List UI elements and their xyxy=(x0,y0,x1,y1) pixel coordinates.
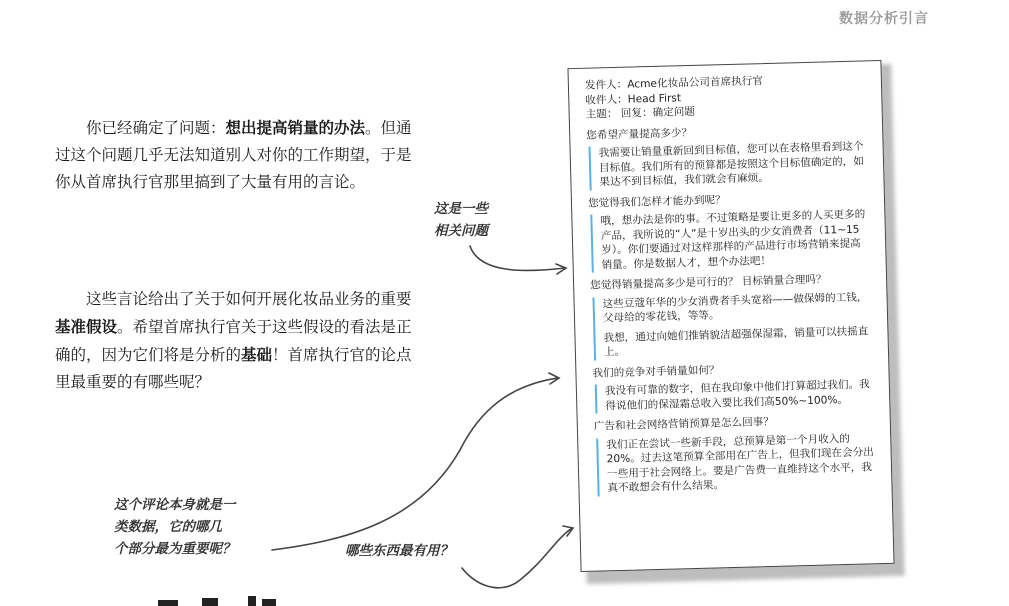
arrow-comment-is-data xyxy=(272,378,558,550)
ceo-memo xyxy=(567,60,894,572)
arrow-what-is-useful xyxy=(462,528,572,588)
intro-paragraph-2: 这些言论给出了关于如何开展化妆品业务的重要基准假设。希望首席执行官关于这些假设的看法是正确的，因为它们将是分析的基础！首席执行官的论点里最重要的有哪些呢？ xyxy=(55,290,412,391)
memo-to: 收件人：Head First xyxy=(585,91,682,107)
arrow-relevant-questions xyxy=(470,246,565,271)
memo-question: 广告和社会网络营销预算是怎么回事？ xyxy=(593,415,775,433)
memo-answer: 我没有可靠的数字，但在我印象中他们打算超过我们。我得说他们的保湿霜总收入要比我们高50%~100%。 xyxy=(595,377,876,413)
memo-from: 发件人：Acme化妆品公司首席执行官 xyxy=(584,75,764,92)
memo-answer: 我们正在尝试一些新手段，总预算是第一个月收入的20%。过去这笔预算全部用在广告上，但我们现在会分出一些用于社会网络上。要是广告费一直维持这个水平，我真不敢想会有什么结果。 xyxy=(596,431,877,496)
memo-answer: 这些豆蔻年华的少女消费者手头宽裕——做保姆的工钱，父母给的零花钱，等等。 我想，通过向她们推销貌洁超强保湿霜，销量可以扶摇直上。 xyxy=(592,290,874,360)
memo-subject: 主题： 回复：确定问题 xyxy=(585,105,696,121)
section-header: 数据分析引言 xyxy=(839,11,929,27)
annotation-relevant-questions: 这是一些 相关问题 xyxy=(434,201,488,239)
cut-off-heading-fragment xyxy=(150,590,300,606)
memo-answer: 哦，想办法是你的事。不过策略是要让更多的人买更多的产品，我所说的“人”是十岁出头的少女消费者（11~15岁）。你们要通过对这样那样的产品进行市场营销来提高销量。你是数据人才，想个办法吧！ xyxy=(590,207,871,272)
annotation-comment-is-data: 这个评论本身就是一 类数据，它的哪几 个部分最为重要呢？ xyxy=(114,497,236,557)
key-term-foundation: 基础 xyxy=(241,345,273,364)
annotation-what-is-useful: 哪些东西最有用？ xyxy=(345,543,453,559)
intro-paragraph-1: 你已经确定了问题：想出提高销量的办法。但通过这个问题几乎无法知道别人对你的工作期望，于是你从首席执行官那里搞到了大量有用的言论。 xyxy=(55,118,412,191)
key-phrase: 想出提高销量的办法 xyxy=(225,118,366,137)
memo-question: 您希望产量提高多少？ xyxy=(586,126,693,142)
memo-answer: 我需要让销量重新回到目标值，您可以在表格里看到这个目标值。我们所有的预算都是按照这个目标值确定的，如果达不到目标值，我们就会有麻烦。 xyxy=(589,139,870,190)
memo-question: 您觉得销量提高多少是可行的？ 目标销量合理吗？ xyxy=(590,273,827,292)
memo-question: 我们的竞争对手销量如何？ xyxy=(592,363,720,380)
memo-question: 您觉得我们怎样才能办到呢？ xyxy=(587,193,726,210)
key-term-assumption: 基准假设 xyxy=(55,317,118,336)
